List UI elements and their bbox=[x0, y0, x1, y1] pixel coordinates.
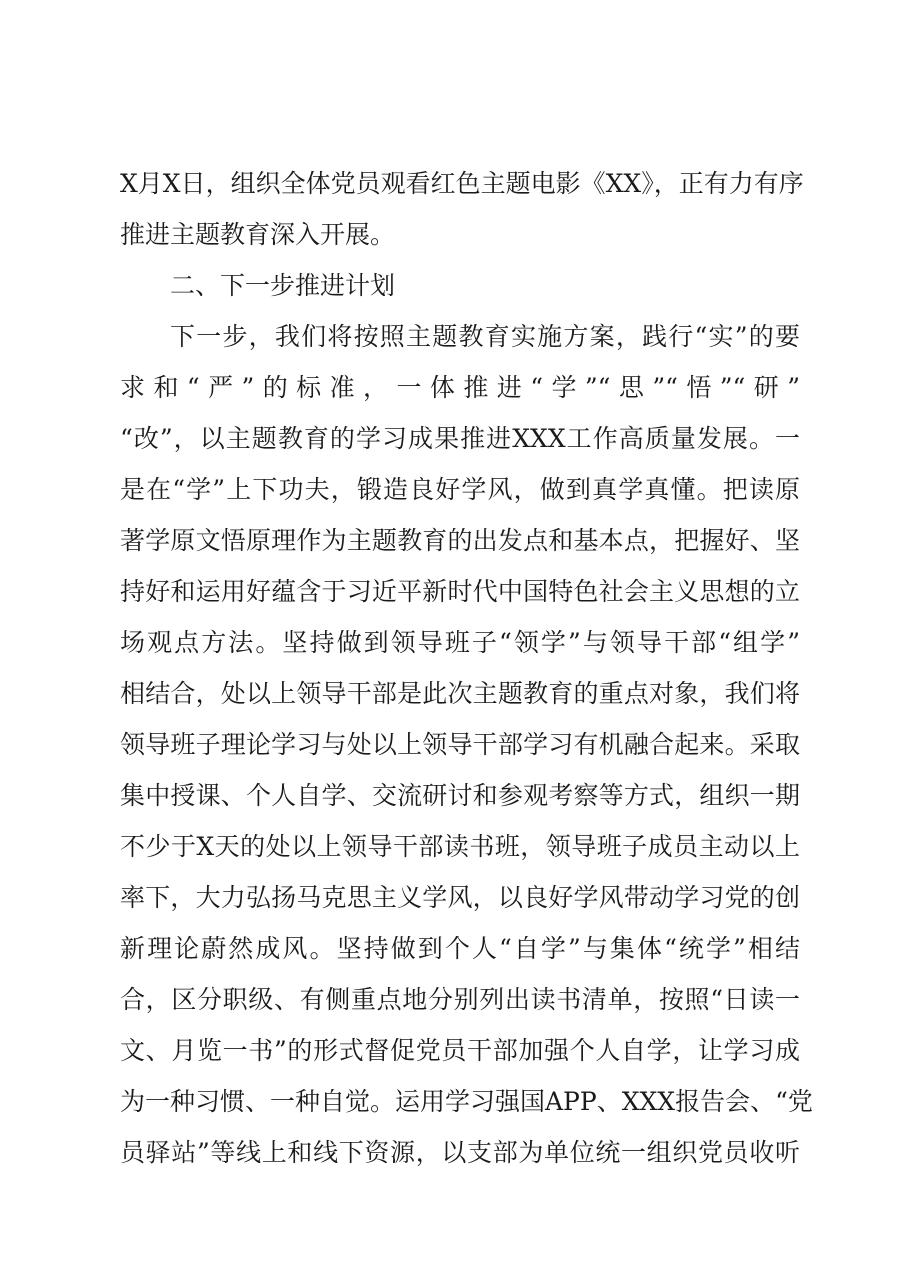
paragraph-line: 文、月览一书”的形式督促党员干部加强个人自学，让学习成 bbox=[120, 1036, 800, 1065]
section-heading: 二、下一步推进计划 bbox=[170, 271, 396, 300]
paragraph-line: 求和“严”的标准，一体推进“学”“思”“悟”“研” bbox=[120, 373, 800, 402]
paragraph-line: 著学原文悟原理作为主题教育的出发点和基本点，把握好、坚 bbox=[120, 526, 800, 555]
paragraph-line: 持好和运用好蕴含于习近平新时代中国特色社会主义思想的立 bbox=[120, 577, 800, 606]
paragraph-line: 合，区分职级、有侧重点地分别列出读书清单，按照“日读一 bbox=[120, 985, 800, 1014]
paragraph-line: 相结合，处以上领导干部是此次主题教育的重点对象，我们将 bbox=[120, 679, 800, 708]
paragraph-line: “改”，以主题教育的学习成果推进XXX工作高质量发展。一 bbox=[120, 424, 800, 453]
paragraph-line: 下一步，我们将按照主题教育实施方案，践行“实”的要 bbox=[170, 322, 800, 351]
paragraph-line: 率下，大力弘扬马克思主义学风，以良好学风带动学习党的创 bbox=[120, 883, 800, 912]
paragraph-line: 不少于X天的处以上领导干部读书班，领导班子成员主动以上 bbox=[120, 832, 800, 861]
paragraph-line: 新理论蔚然成风。坚持做到个人“自学”与集体“统学”相结 bbox=[120, 934, 800, 963]
paragraph-line: 领导班子理论学习与处以上领导干部学习有机融合起来。采取 bbox=[120, 730, 800, 759]
paragraph-line: X月X日，组织全体党员观看红色主题电影《XX》，正有力有序 bbox=[120, 169, 804, 198]
paragraph-line: 为一种习惯、一种自觉。运用学习强国APP、XXX报告会、“党 bbox=[120, 1087, 813, 1116]
paragraph-line: 推进主题教育深入开展。 bbox=[120, 220, 396, 249]
paragraph-line: 员驿站”等线上和线下资源，以支部为单位统一组织党员收听 bbox=[120, 1138, 800, 1167]
paragraph-line: 场观点方法。坚持做到领导班子“领学”与领导干部“组学” bbox=[120, 628, 800, 657]
paragraph-line: 是在“学”上下功夫，锻造良好学风，做到真学真懂。把读原 bbox=[120, 475, 800, 504]
paragraph-line: 集中授课、个人自学、交流研讨和参观考察等方式，组织一期 bbox=[120, 781, 800, 810]
